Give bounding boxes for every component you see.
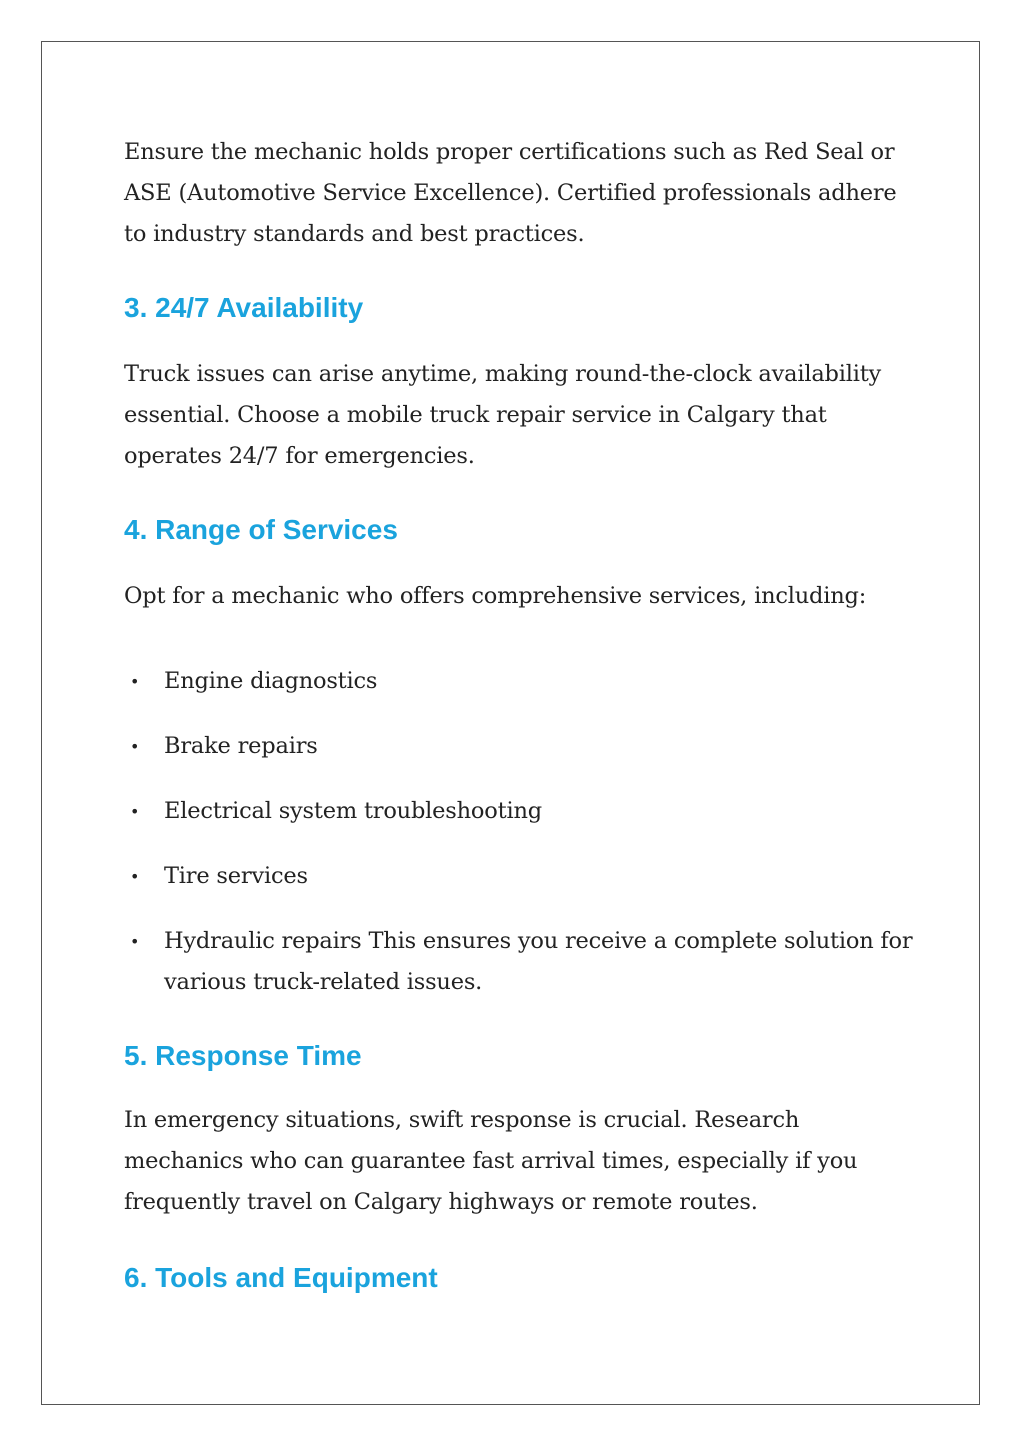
list-item-text: Hydraulic repairs This ensures you receive a complete solution for various truck-related issues. — [164, 928, 913, 995]
services-intro-paragraph: Opt for a mechanic who offers comprehensive services, including: — [124, 583, 867, 609]
section-heading-range-of-services: 4. Range of Services — [124, 514, 398, 545]
intro-paragraph: Ensure the mechanic holds proper certifications such as Red Seal or ASE (Automotive Service Excellence). Certified professionals adhere to industry standards and best practices. — [124, 139, 897, 247]
response-time-paragraph: In emergency situations, swift response is crucial. Research mechanics who can guarantee fast arrival times, especially if you frequently travel on Calgary highways or remote routes. — [124, 1107, 858, 1215]
bullet-icon: • — [130, 737, 140, 756]
bullet-icon: • — [130, 672, 140, 691]
section-heading-availability: 3. 24/7 Availability — [124, 292, 364, 323]
bullet-icon: • — [130, 802, 140, 821]
list-item-text: Tire services — [164, 863, 308, 889]
list-item — [124, 661, 914, 702]
list-item-text: Brake repairs — [164, 733, 318, 759]
list-item-text: Electrical system troubleshooting — [164, 798, 542, 824]
bullet-icon: • — [130, 932, 140, 951]
list-item — [124, 856, 914, 897]
list-item-text: Engine diagnostics — [164, 668, 378, 694]
document-page — [41, 41, 980, 1405]
list-item — [124, 921, 914, 1003]
section-heading-tools-and-equipment: 6. Tools and Equipment — [124, 1262, 438, 1293]
services-list — [124, 661, 914, 1027]
availability-paragraph: Truck issues can arise anytime, making round-the-clock availability essential. Choose a mobile truck repair service in Calgary that operates 24/7 for emergencies. — [124, 361, 882, 469]
section-heading-response-time: 5. Response Time — [124, 1040, 362, 1071]
list-item — [124, 726, 914, 767]
list-item — [124, 791, 914, 832]
bullet-icon: • — [130, 867, 140, 886]
